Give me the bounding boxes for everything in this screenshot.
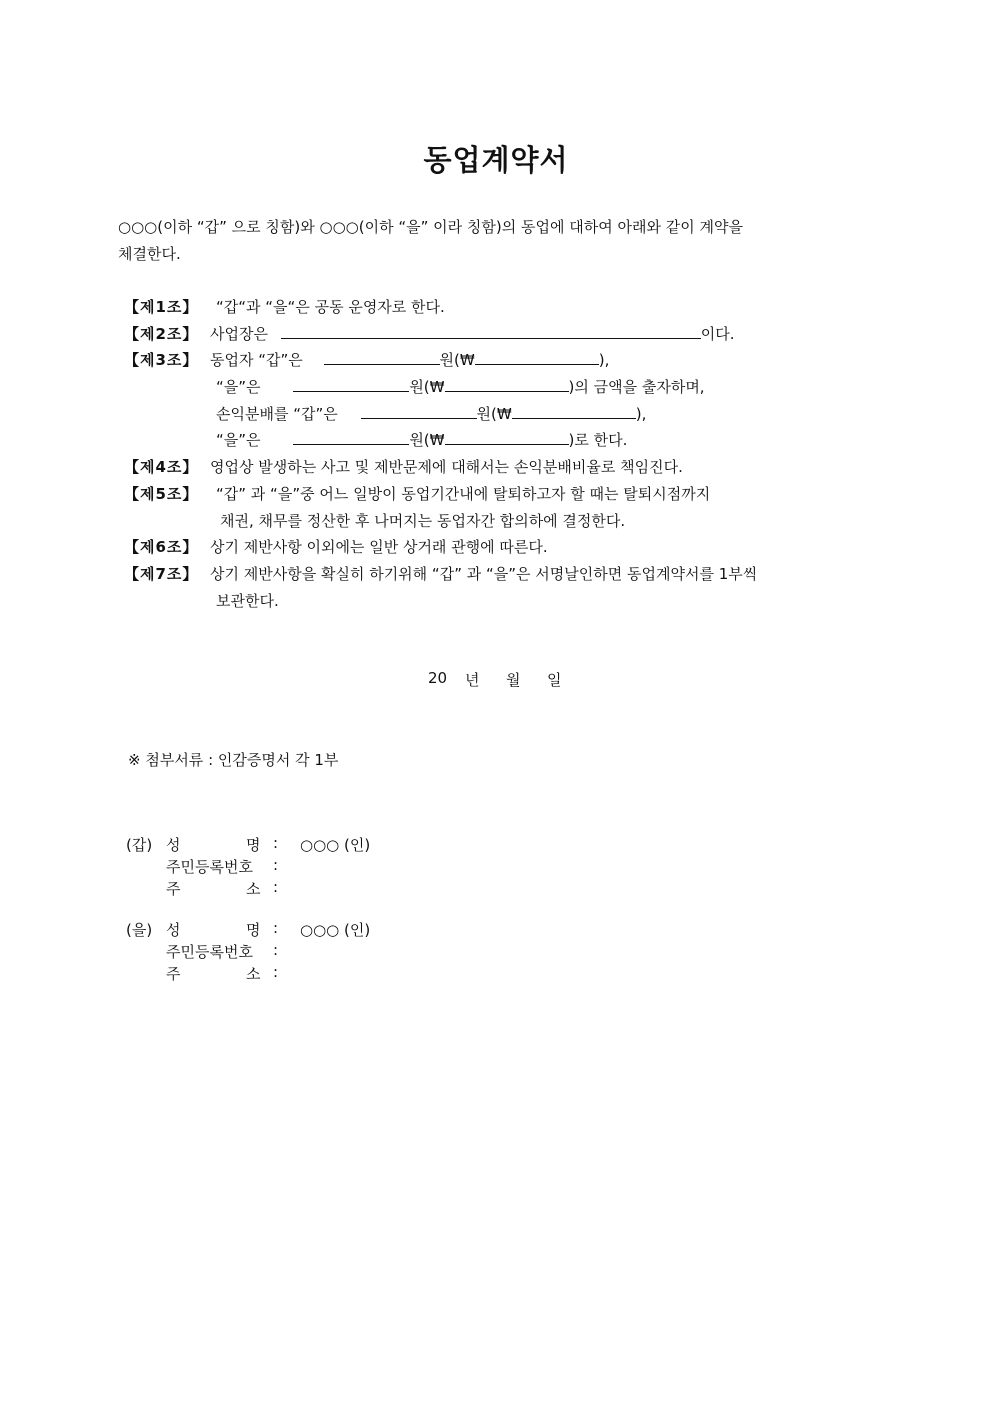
party-a-name-label-2: 명 <box>246 836 261 854</box>
article-2-line <box>210 323 735 344</box>
party-b-id-colon: : <box>273 941 279 959</box>
date-year-prefix: 20 <box>428 669 448 687</box>
article-7-label: 【제7조】 <box>124 565 199 583</box>
amount-blank <box>293 377 409 392</box>
attachment-note: ※ 첨부서류 : 인감증명서 각 1부 <box>128 751 339 769</box>
article-6-label: 【제6조】 <box>124 538 199 556</box>
article-2-label: 【제2조】 <box>124 325 199 343</box>
party-b-colon: : <box>273 919 279 937</box>
party-a-name-label-1: 성 <box>166 836 181 854</box>
article-4-text: 영업상 발생하는 사고 및 제반문제에 대해서는 손익분배비율로 책임진다. <box>210 458 683 476</box>
party-b-name-label-2: 명 <box>246 921 261 939</box>
party-b-tag: (을) <box>126 921 153 939</box>
amount-blank <box>445 430 569 445</box>
article-2-pre: 사업장은 <box>210 325 268 343</box>
party-a-colon: : <box>273 834 279 852</box>
amount-blank <box>293 430 409 445</box>
intro-line-1: ○○○(이하 “갑” 으로 칭함)와 ○○○(이하 “을” 이라 칭함)의 동업에 대하여 아래와 같이 계약을 <box>118 218 743 236</box>
party-a-name-value: ○○○ (인) <box>300 836 371 854</box>
party-a-addr-colon: : <box>273 878 279 896</box>
article-5-label: 【제5조】 <box>124 485 199 503</box>
party-a-id-label: 주민등록번호 <box>166 858 253 876</box>
article-4-label: 【제4조】 <box>124 458 199 476</box>
article-3-l1-post: ), <box>598 351 610 369</box>
article-3-l3-pre: 손익분배를 “갑”은 <box>216 405 338 423</box>
article-3-line-2 <box>216 376 705 397</box>
article-7-text-1: 상기 제반사항을 확실히 하기위해 “갑” 과 “을”은 서명날인하면 동업계약서를 1부씩 <box>210 565 758 583</box>
article-3-l2-pre: “을”은 <box>216 378 261 396</box>
article-7-text-2: 보관한다. <box>216 592 279 610</box>
intro-line-2: 체결한다. <box>118 245 181 263</box>
party-a-addr-label-1: 주 <box>166 880 181 898</box>
article-5-text-2: 채권, 채무를 정산한 후 나머지는 동업자간 합의하에 결정한다. <box>220 512 626 530</box>
article-2-post: 이다. <box>700 325 735 343</box>
party-b-name-value: ○○○ (인) <box>300 921 371 939</box>
party-b-addr-label-1: 주 <box>166 965 181 983</box>
article-3-l3-post: ), <box>635 405 647 423</box>
article-5-text-1: “갑” 과 “을”중 어느 일방이 동업기간내에 탈퇴하고자 할 때는 탈퇴시점까지 <box>216 485 711 503</box>
article-3-line-3 <box>216 403 646 424</box>
party-b-id-label: 주민등록번호 <box>166 943 253 961</box>
article-1-text: “갑“과 “을“은 공동 운영자로 한다. <box>216 298 445 316</box>
date-year: 년 <box>465 671 480 689</box>
amount-blank <box>361 404 477 419</box>
party-b-addr-colon: : <box>273 963 279 981</box>
party-a-addr-label-2: 소 <box>246 880 261 898</box>
article-1-label: 【제1조】 <box>124 298 199 316</box>
article-3-l1-mid: 원(₩ <box>439 351 475 369</box>
party-b-name-label-1: 성 <box>166 921 181 939</box>
article-3-label: 【제3조】 <box>124 351 199 369</box>
article-3-l4-mid: 원(₩ <box>409 431 445 449</box>
article-3-l2-mid: 원(₩ <box>409 378 445 396</box>
article-3-l3-mid: 원(₩ <box>476 405 512 423</box>
article-3-line-1 <box>210 349 609 370</box>
party-b-addr-label-2: 소 <box>246 965 261 983</box>
amount-blank <box>445 377 569 392</box>
date-month: 월 <box>506 671 521 689</box>
party-a-id-colon: : <box>273 856 279 874</box>
party-a-tag: (갑) <box>126 836 153 854</box>
article-3-line-4 <box>216 429 627 450</box>
article-6-text: 상기 제반사항 이외에는 일반 상거래 관행에 따른다. <box>210 538 548 556</box>
document-title: 동업계약서 <box>423 143 569 177</box>
amount-blank <box>475 350 599 365</box>
workplace-blank <box>281 324 701 339</box>
article-3-l4-post: )로 한다. <box>568 431 628 449</box>
article-3-l1-pre: 동업자 “갑”은 <box>210 351 303 369</box>
article-3-l4-pre: “을”은 <box>216 431 261 449</box>
amount-blank <box>512 404 636 419</box>
amount-blank <box>324 350 440 365</box>
date-day: 일 <box>547 671 562 689</box>
article-3-l2-post: )의 금액을 출자하며, <box>568 378 705 396</box>
